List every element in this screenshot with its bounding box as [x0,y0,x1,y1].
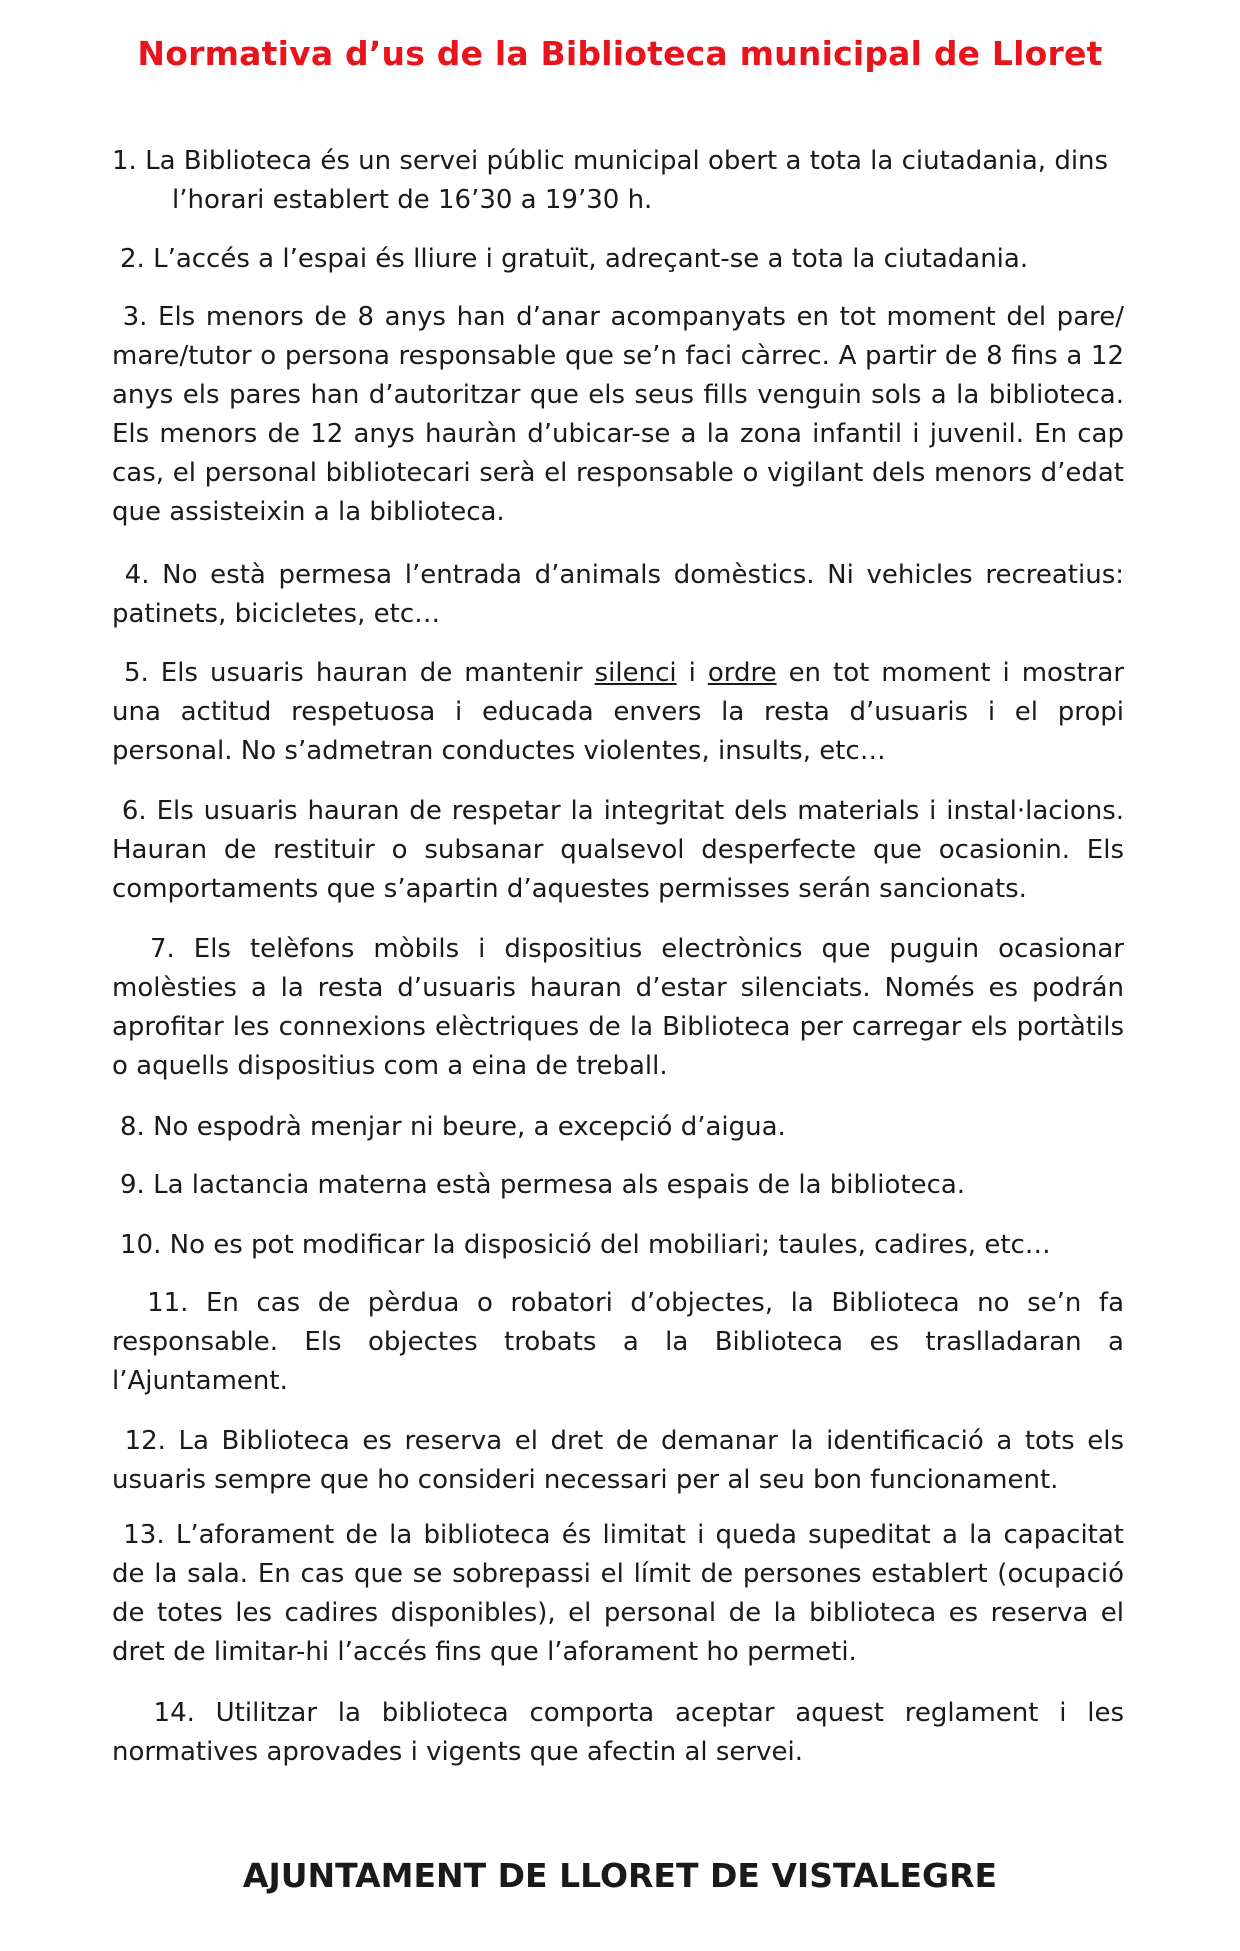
rule-item-6 [112,792,1124,909]
rule-item-8 [120,1108,1124,1147]
rule-text-connector: i [688,658,696,688]
rule-item-7 [112,930,1124,1086]
rule-text: Els telèfons mòbils i dispositius electrònics que puguin ocasionar molèsties a la resta d’usuaris hauran d’estar silenciats. Només es podrán aprofitar les connexions elèctriques de la Biblioteca per carregar els portàtils o aquells dispositius com a eina de treball. [112,934,1124,1081]
rule-number: 6. [121,796,147,826]
rule-1-line-2: l’horari establert de 16’30 a 19’30 h. [172,185,653,215]
rule-text: No espodrà menjar ni beure, a excepció d’aigua. [153,1112,786,1142]
underlined-word-ordre: ordre [707,658,777,688]
rule-text: Utilitzar la biblioteca comporta aceptar aquest reglament i les normatives aprovades i vigents que afectin al servei. [112,1698,1124,1767]
rule-item-11 [112,1284,1124,1401]
rule-1-line-1 [112,142,1124,181]
rule-number: 1. [112,146,137,176]
rule-item-3 [112,298,1124,532]
rule-number: 3. [122,302,148,332]
rule-text: La Biblioteca es reserva el dret de demanar la identificació a tots els usuaris sempre que ho consideri necessari per al seu bon funcionament. [112,1426,1125,1495]
rule-item-14 [112,1694,1124,1772]
rule-number: 14. [153,1698,195,1728]
rule-number: 2. [120,244,145,274]
rule-text: Els usuaris hauran de respetar la integritat dels materials i instal·lacions. Hauran de restituir o subsanar qualsevol desperfecte que ocasionin. Els comportaments que s’apartin d’aquestes permisses serán sancionats. [112,796,1125,904]
rule-text: No està permesa l’entrada d’animals domèstics. Ni vehicles recreatius: patinets, bicicletes, etc… [112,560,1124,629]
rule-text: Els menors de 8 anys han d’anar acompanyats en tot moment del pare/ mare/tutor o persona responsable que se’n faci càrrec. A partir de 8 fins a 12 anys els pares han d’autoritzar que els seus fills venguin sols a la biblioteca. Els menors de 12 anys hauràn d’ubicar-se a la zona infantil i juvenil. En cap cas, el personal bibliotecari serà el responsable o vigilant dels menors d’edat que assisteixin a la biblioteca. [112,302,1124,527]
rule-text: L’accés a l’espai és lliure i gratuït, adreçant-se a tota la ciutadania. [153,244,1029,274]
rule-number: 12. [124,1426,166,1456]
rule-text: L’aforament de la biblioteca és limitat i queda supeditat a la capacitat de la sala. En cas que se sobrepassi el límit de persones establert (ocupació de totes les cadires disponibles), el personal de la biblioteca es reserva el dret de limitar-hi l’accés fins que l’aforament ho permeti. [112,1520,1125,1667]
rule-number: 7. [149,934,175,964]
rule-text: La lactancia materna està permesa als espais de la biblioteca. [153,1170,966,1200]
rule-item-5 [112,654,1124,771]
rule-item-13 [112,1516,1124,1672]
rule-number: 5. [123,658,149,688]
underlined-word-silenci: silenci [594,658,677,688]
rule-item-9 [120,1166,1124,1205]
rule-number: 8. [120,1112,145,1142]
rule-number: 13. [123,1520,165,1550]
rule-item-12 [112,1422,1124,1500]
rule-text-start: Els usuaris hauran de mantenir [160,658,583,688]
footer-organization: AJUNTAMENT DE LLORET DE VISTALEGRE [242,1856,998,1895]
rule-text: No es pot modificar la disposició del mobiliari; taules, cadires, etc… [169,1230,1051,1260]
rule-item-10 [120,1226,1124,1265]
rule-text-end: en tot moment i mostrar una actitud respetuosa i educada envers la resta d’usuaris i el propi personal. No s’admetran conductes violentes, insults, etc… [112,658,1125,766]
rule-item-4 [112,556,1124,634]
rule-text: La Biblioteca és un servei públic municipal obert a tota la ciutadania, dins [145,146,1109,176]
rule-item-1 [112,142,1124,220]
rule-number: 10. [120,1230,162,1260]
rule-number: 4. [124,560,150,590]
rule-number: 11. [147,1288,189,1318]
page-title: Normativa d’us de la Biblioteca municipal de Lloret [137,34,1103,73]
rule-text: En cas de pèrdua o robatori d’objectes, la Biblioteca no se’n fa responsable. Els objectes trobats a la Biblioteca es traslladaran a l’Ajuntament. [112,1288,1125,1396]
rule-number: 9. [120,1170,145,1200]
rule-item-2 [120,240,1124,279]
